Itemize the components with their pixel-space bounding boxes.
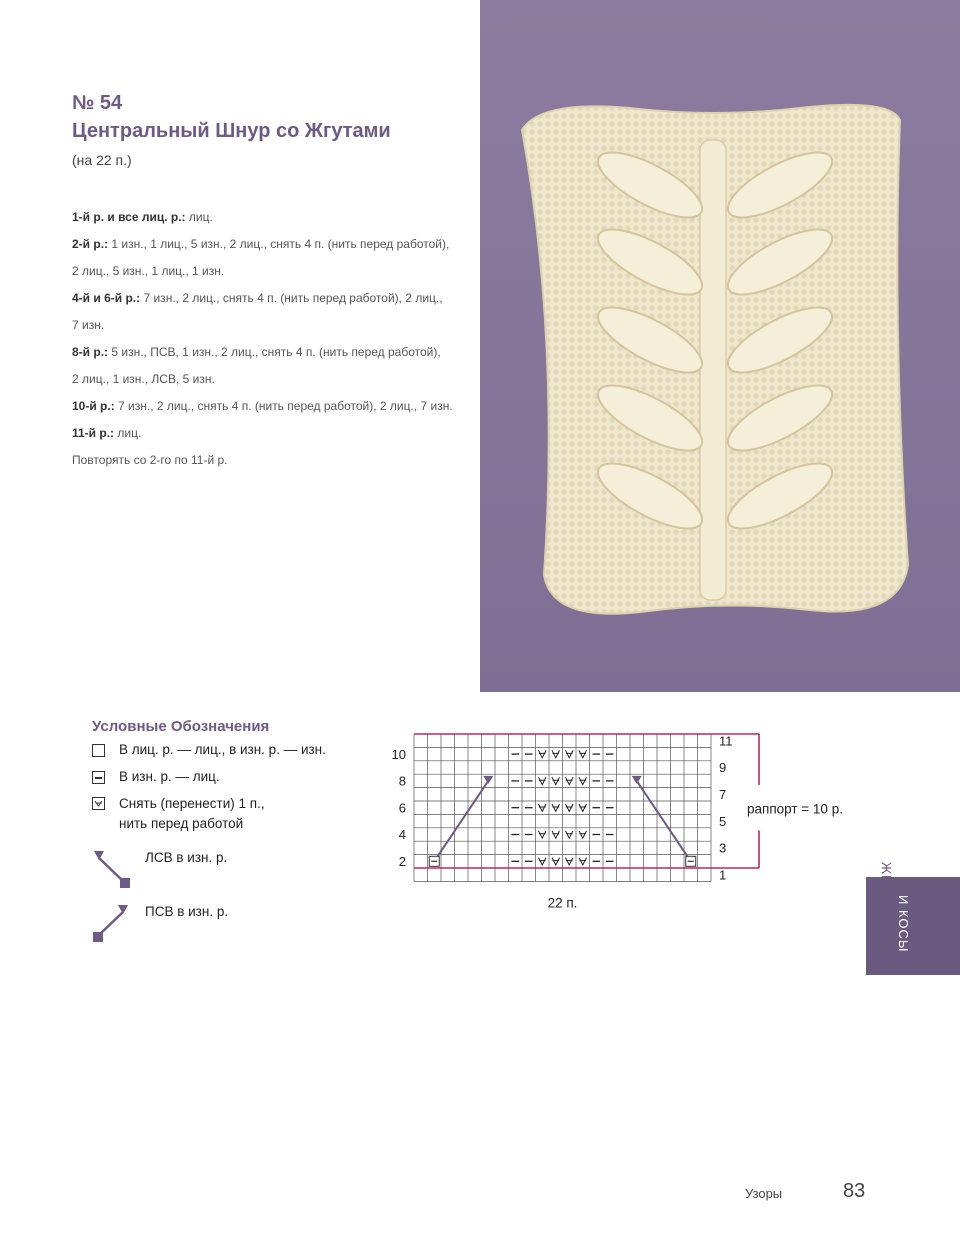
chart-row-label-left: 2 (398, 854, 406, 869)
slip-stitch-mark (539, 858, 547, 865)
instruction-text: 7 изн., 2 лиц., снять 4 п. (нить перед работой), 2 лиц., (140, 291, 443, 305)
chart-row-label-right: 5 (719, 813, 727, 829)
chart-row-label-right: 7 (719, 787, 727, 802)
instruction-line (72, 285, 472, 312)
instructions (72, 204, 472, 474)
instruction-row-label: 2-й р.: (72, 237, 109, 251)
instruction-row-label: 4-й и 6-й р.: (72, 291, 141, 305)
legend-item-4: ЛСВ в изн. р. (145, 850, 228, 865)
instruction-text: лиц. (114, 426, 142, 440)
slip-stitch-mark (552, 804, 560, 811)
slip-stitch-mark (566, 858, 574, 865)
footer-section: Узоры (745, 1186, 783, 1201)
instruction-line (72, 258, 472, 285)
pattern-title: Центральный Шнур со Жгутами (72, 120, 391, 142)
knitted-swatch-image (480, 0, 960, 692)
left-cross-icon (90, 848, 134, 890)
pattern-subtitle: (на 22 п.) (72, 152, 132, 168)
instruction-row-label: 1-й р. и все лиц. р.: (72, 210, 186, 224)
instruction-line (72, 312, 472, 339)
instruction-line (72, 366, 472, 393)
instruction-line (72, 339, 472, 366)
chart-row-label-left: 4 (398, 827, 406, 843)
slip-stitch-mark (552, 777, 560, 784)
side-tab (866, 877, 960, 975)
instruction-text: 1 изн., 1 лиц., 5 изн., 2 лиц., снять 4 п. (нить перед работой), (108, 237, 450, 251)
cable-arrow-right (632, 776, 642, 784)
side-tab-label-2: И КОСЫ (896, 895, 911, 953)
slip-stitch-mark (539, 831, 547, 838)
page-number: 83 (843, 1180, 866, 1202)
chart-row-label-left: 6 (398, 800, 406, 816)
instruction-text: 2 лиц., 1 изн., ЛСВ, 5 изн. (72, 372, 215, 386)
slip-stitch-mark (552, 831, 560, 838)
chart-row-label-left: 10 (391, 746, 406, 762)
pattern-number: № 54 (72, 92, 123, 114)
instruction-text: Повторять со 2-го по 11-й р. (72, 453, 228, 467)
knitting-chart (380, 728, 870, 910)
chart-row-label-right: 11 (719, 733, 733, 749)
instruction-text: лиц. (185, 210, 213, 224)
slip-stitch-mark (552, 858, 560, 865)
instruction-line (72, 231, 472, 258)
slip-stitch-mark (566, 750, 574, 757)
swatch-photo (480, 0, 960, 692)
slip-stitch-mark (566, 804, 574, 811)
slip-box-icon (92, 797, 105, 810)
instruction-text: 5 изн., ПСВ, 1 изн., 2 лиц., снять 4 п. (нить перед работой), (108, 345, 441, 359)
legend-item-3-line2: нить перед работой (119, 816, 244, 831)
instruction-line (72, 393, 472, 420)
instruction-line (72, 447, 472, 474)
dash-box-icon (92, 771, 105, 784)
instruction-text: 7 изн. (72, 318, 105, 332)
empty-box-icon (92, 744, 105, 757)
cable-line-left (434, 781, 488, 861)
legend-title: Условные Обозначения (92, 718, 270, 735)
slip-stitch-mark (539, 777, 547, 784)
chart-row-label-right: 1 (719, 867, 727, 883)
chart-row-label-right: 3 (719, 840, 727, 856)
instruction-text: 7 изн., 2 лиц., снять 4 п. (нить перед работой), 2 лиц., 7 изн. (114, 399, 453, 413)
chart-row-label-right: 9 (719, 760, 727, 776)
slip-stitch-mark (539, 750, 547, 757)
slip-stitch-mark (579, 777, 587, 784)
slip-stitch-mark (539, 804, 547, 811)
slip-stitch-mark (552, 750, 560, 757)
instruction-row-label: 11-й р.: (72, 426, 115, 440)
instruction-row-label: 8-й р.: (72, 345, 109, 359)
legend-item-5: ПСВ в изн. р. (145, 904, 229, 919)
chart-row-label-left: 8 (398, 773, 406, 789)
cable-arrow-left (483, 776, 493, 784)
repeat-label: раппорт = 10 р. (747, 801, 843, 817)
instruction-line (72, 204, 472, 231)
cable-line-right (637, 781, 691, 861)
slip-stitch-mark (566, 831, 574, 838)
slip-stitch-mark (579, 858, 587, 865)
stitch-count-label: 22 п. (547, 895, 578, 910)
legend-item-2: В изн. р. — лиц. (119, 769, 220, 784)
legend-item-1: В лиц. р. — лиц., в изн. р. — изн. (119, 742, 326, 757)
right-cross-icon (90, 902, 134, 944)
slip-stitch-mark (579, 750, 587, 757)
instruction-text: 2 лиц., 5 изн., 1 лиц., 1 изн. (72, 264, 225, 278)
slip-stitch-mark (579, 804, 587, 811)
instruction-row-label: 10-й р.: (72, 399, 115, 413)
slip-stitch-mark (579, 831, 587, 838)
slip-stitch-mark (566, 777, 574, 784)
legend-item-3: Снять (перенести) 1 п., (119, 796, 265, 811)
instruction-line (72, 420, 472, 447)
